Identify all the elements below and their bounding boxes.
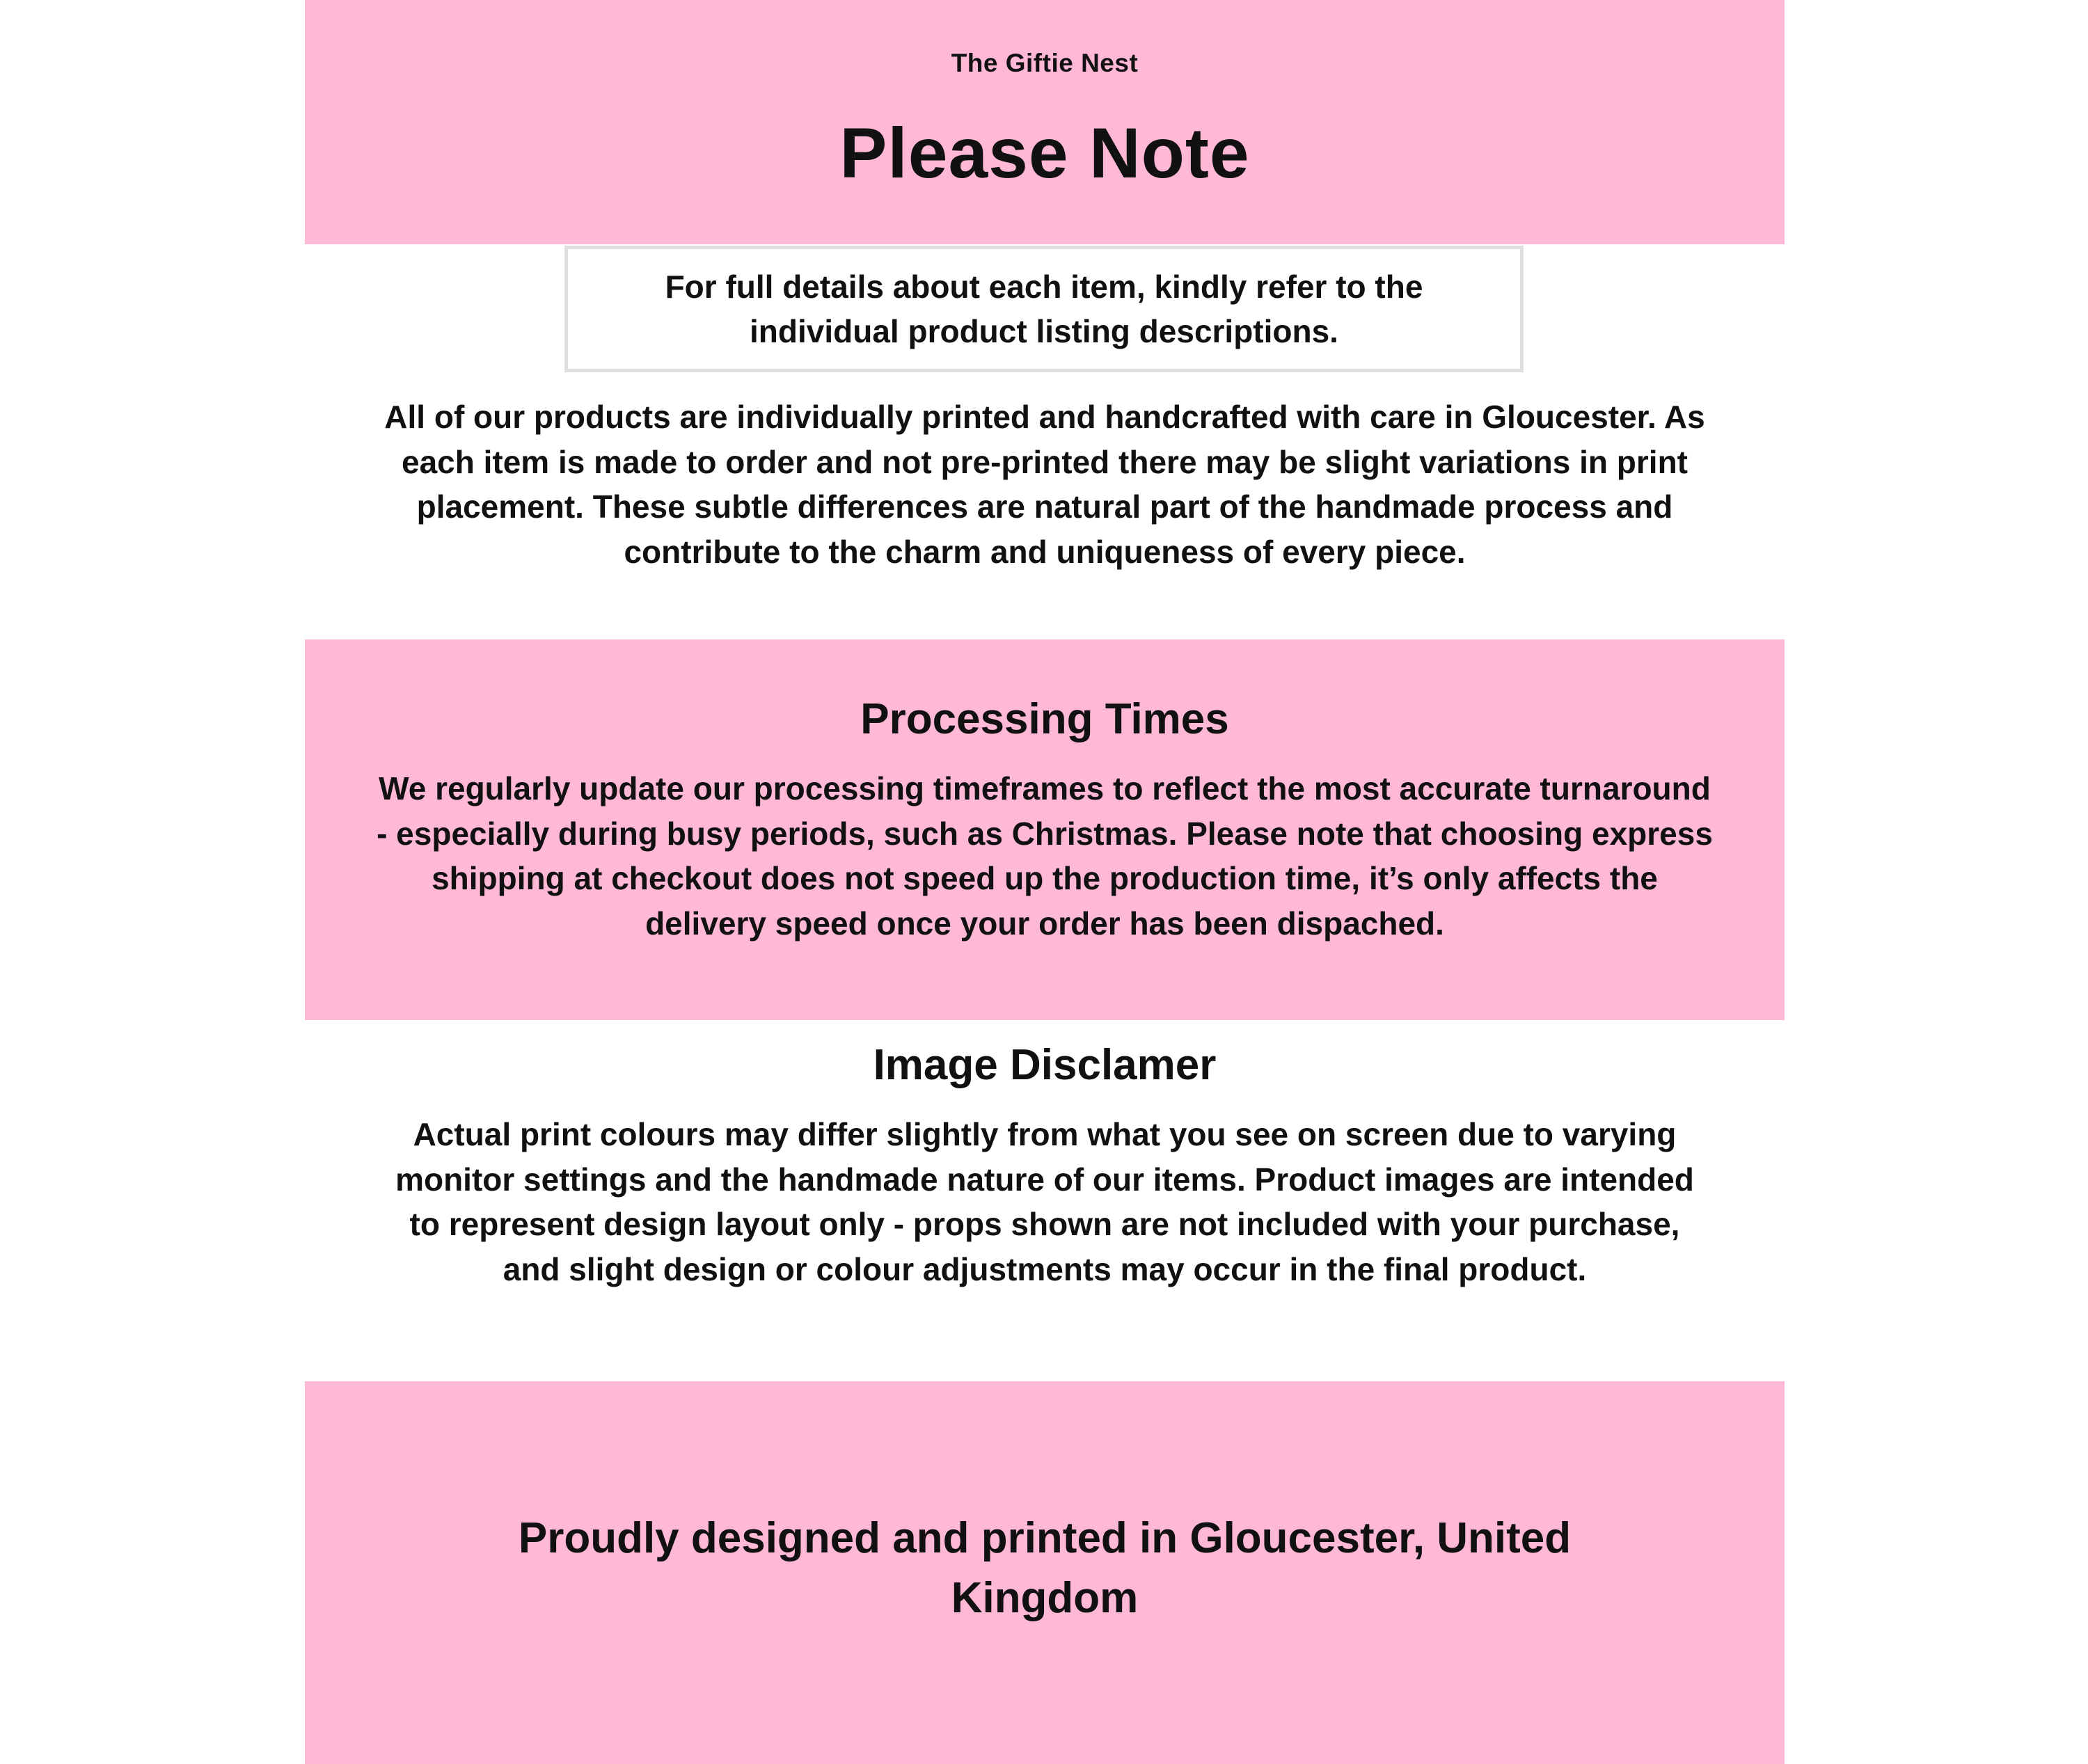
intro-paragraph: All of our products are individually printed and handcrafted with care in Gloucester. As each item is made to order and not pre-printed there may be slight variations in print placement. These subtle differences are natural part of the handmade process and contribute to the charm and uniqueness of every piece. <box>384 399 1705 570</box>
note-text: For full details about each item, kindly refer to the individual product listing descriptions. <box>665 269 1423 349</box>
processing-paragraph: We regularly update our processing timeframes to reflect the most accurate turnaround - especially during busy periods, such as Christmas. Please note that choosing express shipping at checkout does not speed up the production time, it’s only affects the delivery speed once your order has been dispached. <box>377 770 1713 941</box>
notice-sheet <box>305 0 1785 1764</box>
disclaimer-title: Image Disclamer <box>873 1041 1217 1089</box>
processing-title: Processing Times <box>860 695 1229 743</box>
brand-name: The Giftie Nest <box>951 49 1139 77</box>
page-title: Please Note <box>839 113 1250 193</box>
footer-text: Proudly designed and printed in Gloucester, United Kingdom <box>518 1514 1572 1622</box>
note-box <box>564 246 1524 372</box>
disclaimer-paragraph: Actual print colours may differ slightly from what you see on screen due to varying monitor settings and the handmade nature of our items. Product images are intended to represent design layout only - props shown are not included with your purchase, and slight design or colour adjustments may occur in the final product. <box>395 1116 1694 1287</box>
